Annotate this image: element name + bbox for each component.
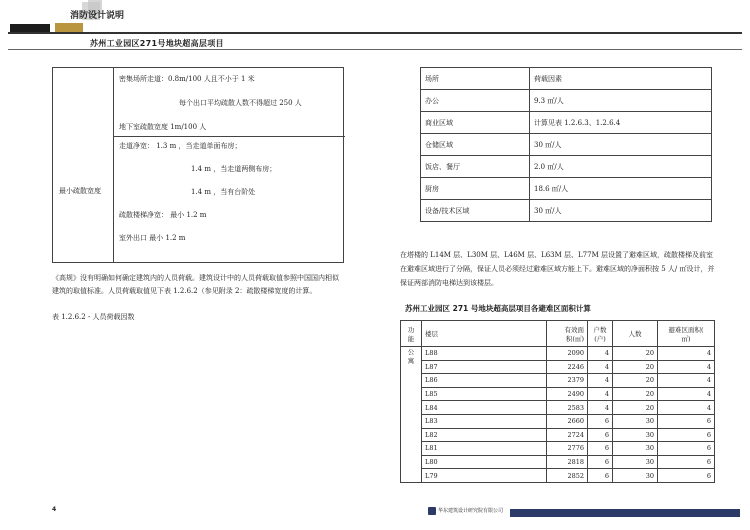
table-row: 厨房 18.6 ㎡/人 xyxy=(421,178,712,200)
table-row: L84 2583 4 20 4 xyxy=(401,401,715,415)
table-row: 设备/技术区域 30 ㎡/人 xyxy=(421,200,712,222)
company-logo xyxy=(10,24,50,32)
table-cell: 密集场所走道：0.8m/100 人且不小于 1 米 xyxy=(119,75,255,83)
footer-company-name: 华东建筑设计研究院有限公司 xyxy=(438,508,504,514)
header-underline xyxy=(8,49,742,50)
table-header-row: 功 能 楼层 有效面 积(㎡) 户数 (户) 人数 避难区面积( ㎡) xyxy=(401,321,715,347)
table-column-divider xyxy=(113,68,114,262)
table-row: 公 寓 L88 2090 4 20 4 xyxy=(401,347,715,361)
header-divider xyxy=(8,32,742,34)
table-cell: 室外出口 最小 1.2 m xyxy=(119,234,186,242)
table-row: L86 2379 4 20 4 xyxy=(401,374,715,388)
table-cell: 每个出口平均疏散人数不得超过 250 人 xyxy=(179,99,302,107)
project-title: 苏州工业园区271号地块超高层项目 xyxy=(90,39,224,48)
table-cell: 地下室疏散宽度 1m/100 人 xyxy=(119,123,207,131)
company-logo-icon xyxy=(428,507,436,515)
evacuation-width-table xyxy=(52,67,344,263)
table-row: L79 2852 6 30 6 xyxy=(401,469,715,483)
table-row-divider xyxy=(113,136,345,137)
page-number: 4 xyxy=(52,506,57,513)
table-row: L80 2818 6 30 6 xyxy=(401,455,715,469)
load-factor-table xyxy=(420,67,712,222)
table-row: 商业区域 计算见表 1.2.6.3、1.2.6.4 xyxy=(421,112,712,134)
table-row: L83 2660 6 30 6 xyxy=(401,414,715,428)
section-label: 消防设计说明 xyxy=(70,11,125,21)
paragraph-refuge-area: 在塔楼的 L14M 层、L30M 层、L46M 层、L63M 层、L77M 层设置了避难区域，疏散楼梯及前室在避难区域进行了分隔，保证人员必须经过避难区域方能上下。避难区域的净面积按 5 人/ ㎡设计，并保证两部消防电梯达到该楼层。 xyxy=(400,251,715,287)
brand-mark xyxy=(55,23,83,32)
table-row: L85 2490 4 20 4 xyxy=(401,387,715,401)
table-row: L82 2724 6 30 6 xyxy=(401,428,715,442)
table-caption: 表 1.2.6.2 - 人员荷载因数 xyxy=(52,313,135,321)
area-table-title: 苏州工业园区 271 号地块超高层项目各避难区面积计算 xyxy=(405,304,591,313)
table-row: 办公 9.3 ㎡/人 xyxy=(421,90,712,112)
table-row: 饭店、餐厅 2.0 ㎡/人 xyxy=(421,156,712,178)
table-row: L87 2246 4 20 4 xyxy=(401,360,715,374)
footer-bar xyxy=(510,509,740,517)
category-label: 最小疏散宽度 xyxy=(59,187,101,195)
table-cell: 疏散楼梯净宽： 最小 1.2 m xyxy=(119,211,207,219)
table-row: 场所 荷载因素 xyxy=(421,68,712,90)
table-row: 仓储区域 30 ㎡/人 xyxy=(421,134,712,156)
table-cell: 1.4 m ，当走道两侧布房； xyxy=(191,165,277,173)
table-cell: 1.4 m ，当有台阶处 xyxy=(191,188,256,196)
paragraph-personnel-load: 《高规》没有明确如何确定建筑内的人员荷载。建筑设计中的人员荷载取值参照中国国内相似建筑的取值标准。人员荷载取值见下表 1.2.6.2（参见附录 2：疏散楼梯宽度的计算。 xyxy=(52,274,339,295)
table-cell: 走道净宽： 1.3 m ，当走道单面布房； xyxy=(119,142,242,150)
refuge-area-table xyxy=(400,320,715,483)
table-row: L81 2776 6 30 6 xyxy=(401,442,715,456)
